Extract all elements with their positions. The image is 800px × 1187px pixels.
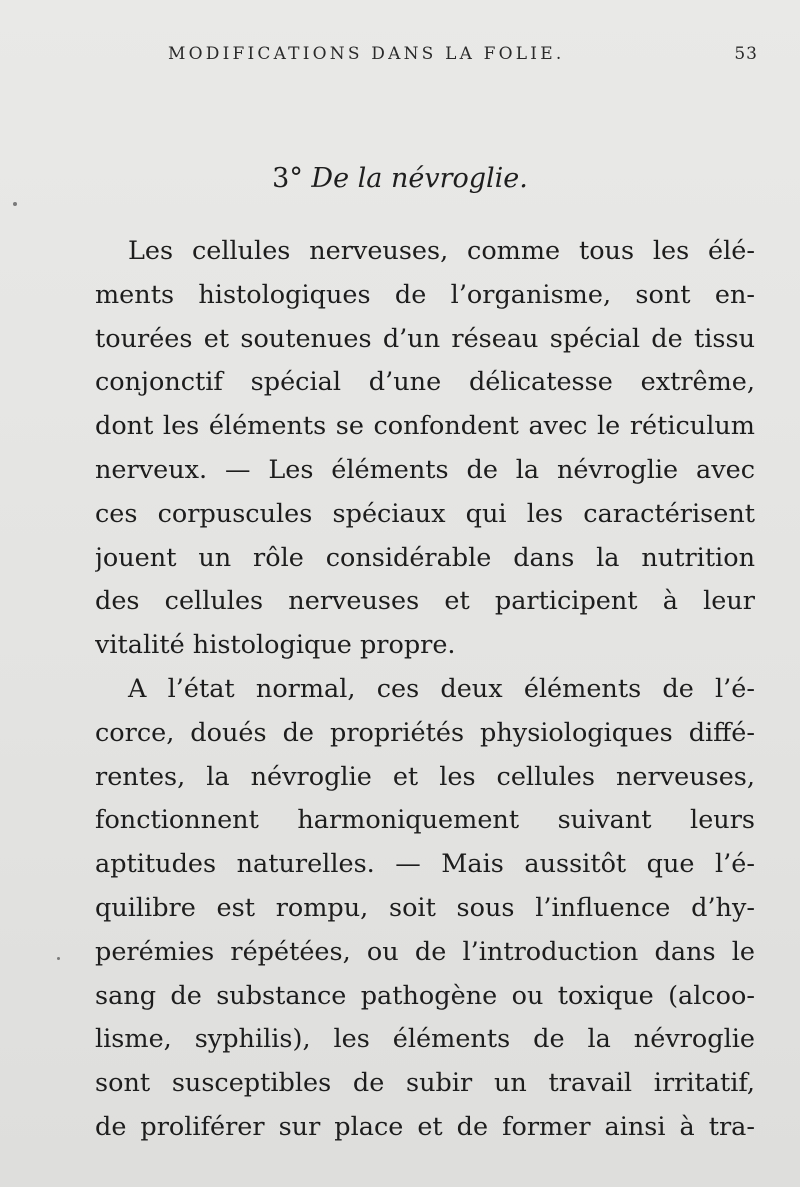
text-line: dont les éléments se confondent avec le réticulum	[95, 411, 755, 442]
paper-speck	[13, 202, 17, 206]
text-line: des cellules nerveuses et participent à leur	[95, 586, 755, 617]
text-line: tourées et soutenues d’un réseau spécial de tissu	[95, 323, 755, 354]
running-head-title: MODIFICATIONS DANS LA FOLIE.	[168, 44, 565, 64]
text-line: lisme, syphilis), les éléments de la névroglie	[95, 1024, 755, 1055]
text-line: de proliférer sur place et de former ainsi à tra-	[95, 1111, 755, 1142]
text-line: Les cellules nerveuses, comme tous les élé-	[128, 236, 755, 266]
text-line: perémies répétées, ou de l’introduction dans le	[95, 936, 755, 967]
text-line: sont susceptibles de subir un travail irritatif,	[95, 1068, 755, 1099]
running-head	[168, 44, 758, 70]
text-line: nerveux. — Les éléments de la névroglie avec	[95, 454, 755, 485]
text-line: vitalité histologique propre.	[95, 630, 456, 661]
text-line: sang de substance pathogène ou toxique (alcoo-	[95, 980, 755, 1011]
text-line: rentes, la névroglie et les cellules nerveuses,	[95, 761, 755, 792]
text-line: A l’état normal, ces deux éléments de l’é-	[128, 673, 755, 704]
text-line: aptitudes naturelles. — Mais aussitôt que l’é-	[95, 849, 755, 880]
text-line: conjonctif spécial d’une délicatesse extrême,	[95, 367, 755, 398]
section-heading	[0, 163, 800, 194]
text-line: jouent un rôle considérable dans la nutrition	[95, 542, 755, 573]
section-number: 3°	[272, 163, 303, 194]
text-line: ces corpuscules spéciaux qui les caractérisent	[95, 498, 755, 529]
text-line: fonctionnent harmoniquement suivant leurs	[95, 805, 755, 836]
body-text	[95, 230, 755, 1150]
text-line: quilibre est rompu, soit sous l’influence d’hy-	[95, 892, 755, 923]
text-line: ments histologiques de l’organisme, sont en-	[95, 279, 755, 310]
text-line: corce, doués de propriétés physiologiques diffé-	[95, 717, 755, 748]
paper-speck	[57, 957, 60, 960]
section-title: De la névroglie.	[311, 163, 528, 194]
page-number: 53	[734, 44, 758, 64]
